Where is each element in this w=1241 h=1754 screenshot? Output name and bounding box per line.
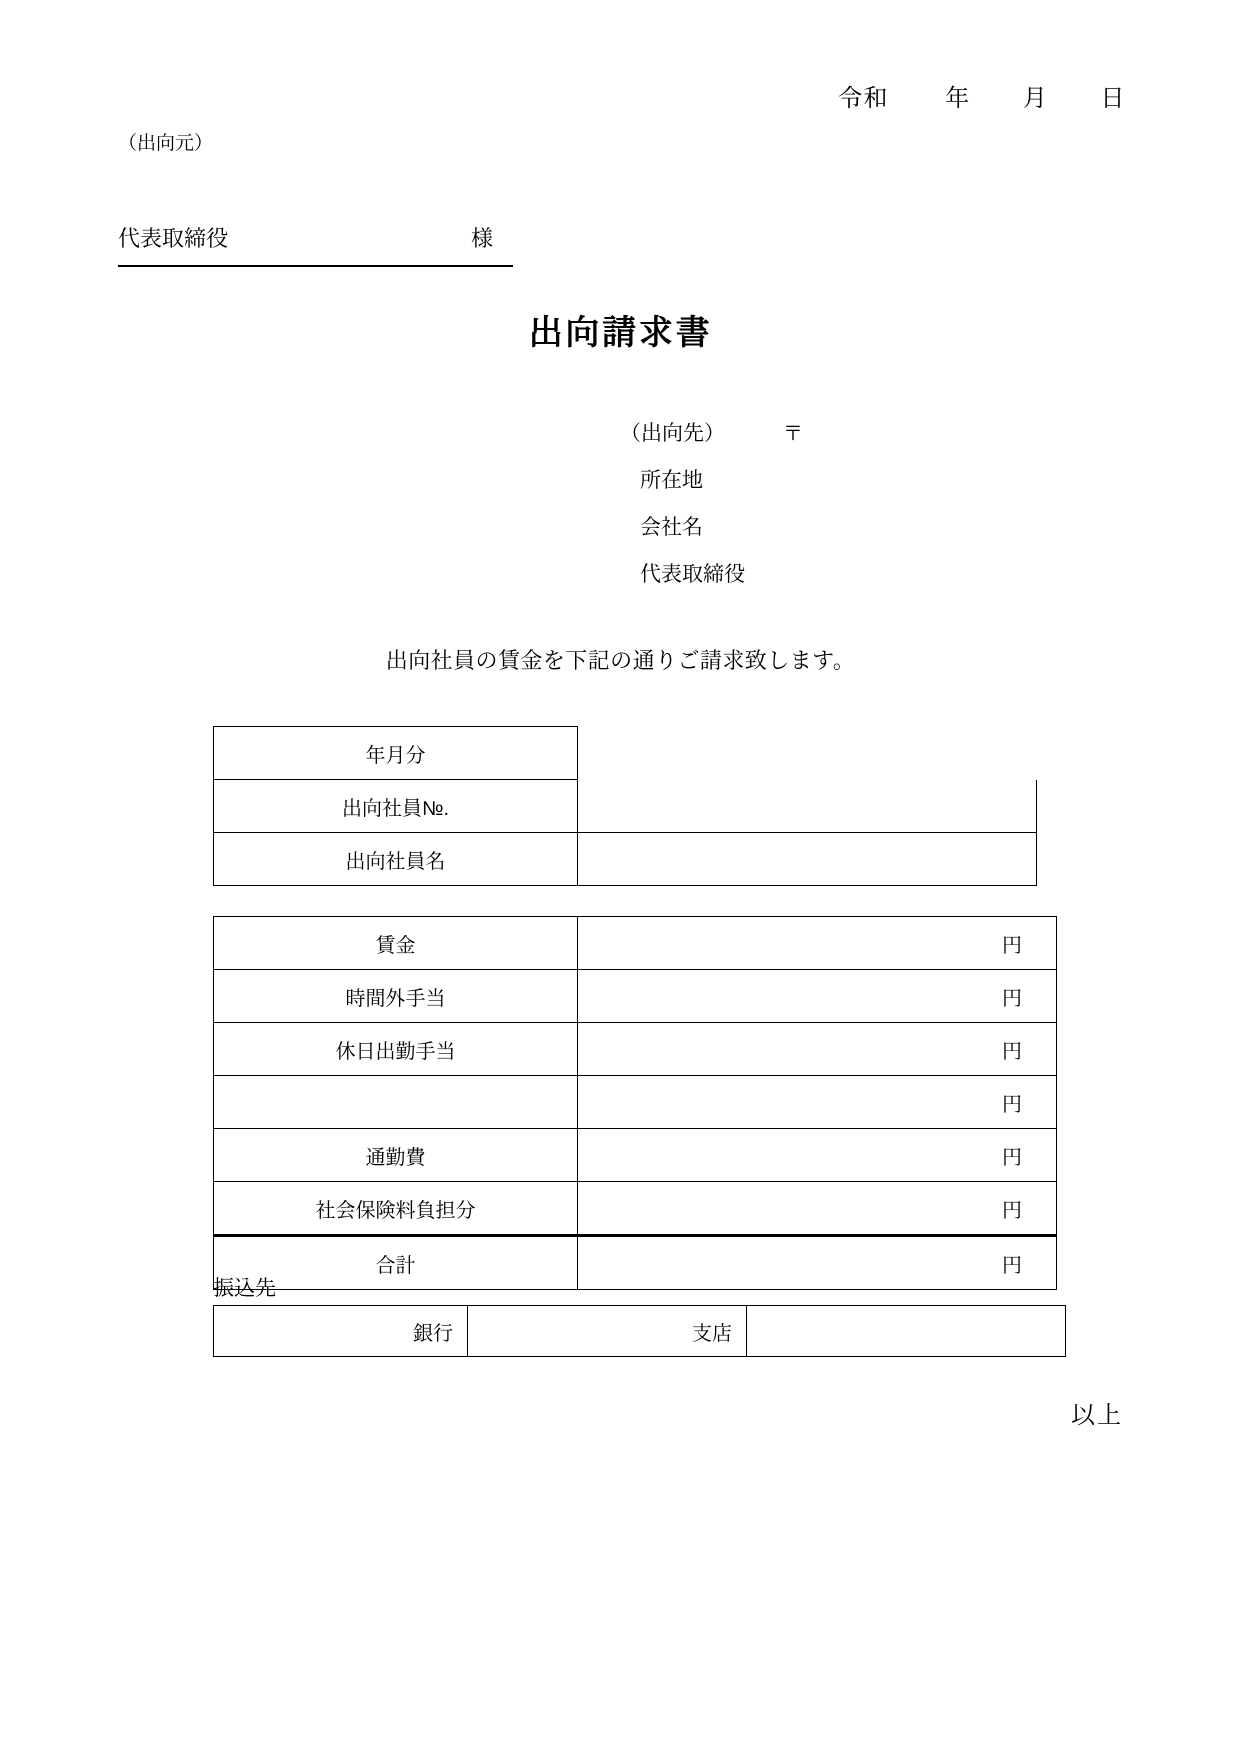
addressee-title: 代表取締役	[118, 226, 229, 251]
amount-label-holiday-work: 休日出勤手当	[214, 1023, 578, 1076]
amount-value-wage[interactable]: 円	[578, 917, 1057, 970]
era-label: 令和	[838, 85, 889, 112]
bank-name-cell[interactable]: 銀行	[214, 1306, 468, 1357]
info-value-employee-no[interactable]	[578, 780, 1037, 833]
info-label-employee-no: 出向社員№.	[214, 780, 578, 833]
destination-representative-row[interactable]	[640, 551, 803, 598]
destination-block	[620, 410, 803, 598]
account-cell[interactable]	[747, 1306, 1066, 1357]
destination-label: （出向先）	[620, 422, 725, 445]
info-value-employee-name[interactable]	[578, 833, 1037, 886]
table-row-total	[214, 1236, 1057, 1290]
bank-section-label: 振込先	[213, 1277, 276, 1300]
table-row	[214, 727, 1037, 780]
branch-name-cell[interactable]: 支店	[468, 1306, 747, 1357]
amount-value-social-insurance[interactable]: 円	[578, 1182, 1057, 1236]
bank-table	[213, 1305, 1066, 1357]
closing-text: 以上	[1071, 1402, 1123, 1429]
destination-label-row	[620, 410, 803, 457]
amount-label-social-insurance: 社会保険料負担分	[214, 1182, 578, 1236]
table-row	[214, 1306, 1066, 1357]
amount-value-total[interactable]: 円	[578, 1236, 1057, 1290]
destination-address-label: 所在地	[640, 469, 703, 492]
destination-company-label: 会社名	[640, 516, 703, 539]
table-row	[214, 1023, 1057, 1076]
month-unit: 月	[1022, 85, 1049, 112]
day-unit: 日	[1100, 85, 1126, 112]
employee-info-table	[213, 726, 1037, 886]
amount-label-total: 合計	[214, 1236, 578, 1290]
amount-label-overtime: 時間外手当	[214, 970, 578, 1023]
year-unit: 年	[945, 85, 971, 112]
table-row	[214, 970, 1057, 1023]
table-row	[214, 833, 1037, 886]
table-row	[214, 1076, 1057, 1129]
table-row	[214, 1129, 1057, 1182]
destination-company-row[interactable]	[640, 504, 803, 551]
table-row	[214, 1182, 1057, 1236]
amount-value-overtime[interactable]: 円	[578, 970, 1057, 1023]
amount-value-commute[interactable]: 円	[578, 1129, 1057, 1182]
table-row	[214, 780, 1037, 833]
destination-address-row[interactable]	[640, 457, 803, 504]
page-title: 出向請求書	[528, 314, 713, 352]
amount-label-commute: 通勤費	[214, 1129, 578, 1182]
amount-table	[213, 916, 1057, 1290]
info-value-period[interactable]	[578, 727, 1037, 780]
amount-label-wage: 賃金	[214, 917, 578, 970]
table-row	[214, 917, 1057, 970]
addressee-line[interactable]	[118, 222, 513, 267]
from-label: （出向元）	[118, 133, 214, 154]
amount-value-blank[interactable]: 円	[578, 1076, 1057, 1129]
addressee-honorific: 様	[470, 226, 493, 251]
amount-label-blank[interactable]	[214, 1076, 578, 1129]
amount-value-holiday-work[interactable]: 円	[578, 1023, 1057, 1076]
date-line	[838, 78, 1126, 113]
info-label-employee-name: 出向社員名	[214, 833, 578, 886]
destination-representative-label: 代表取締役	[640, 563, 745, 586]
info-label-period: 年月分	[214, 727, 578, 780]
postal-mark-icon: 〒	[783, 422, 803, 445]
statement-text: 出向社員の賃金を下記の通りご請求致します。	[385, 648, 856, 673]
